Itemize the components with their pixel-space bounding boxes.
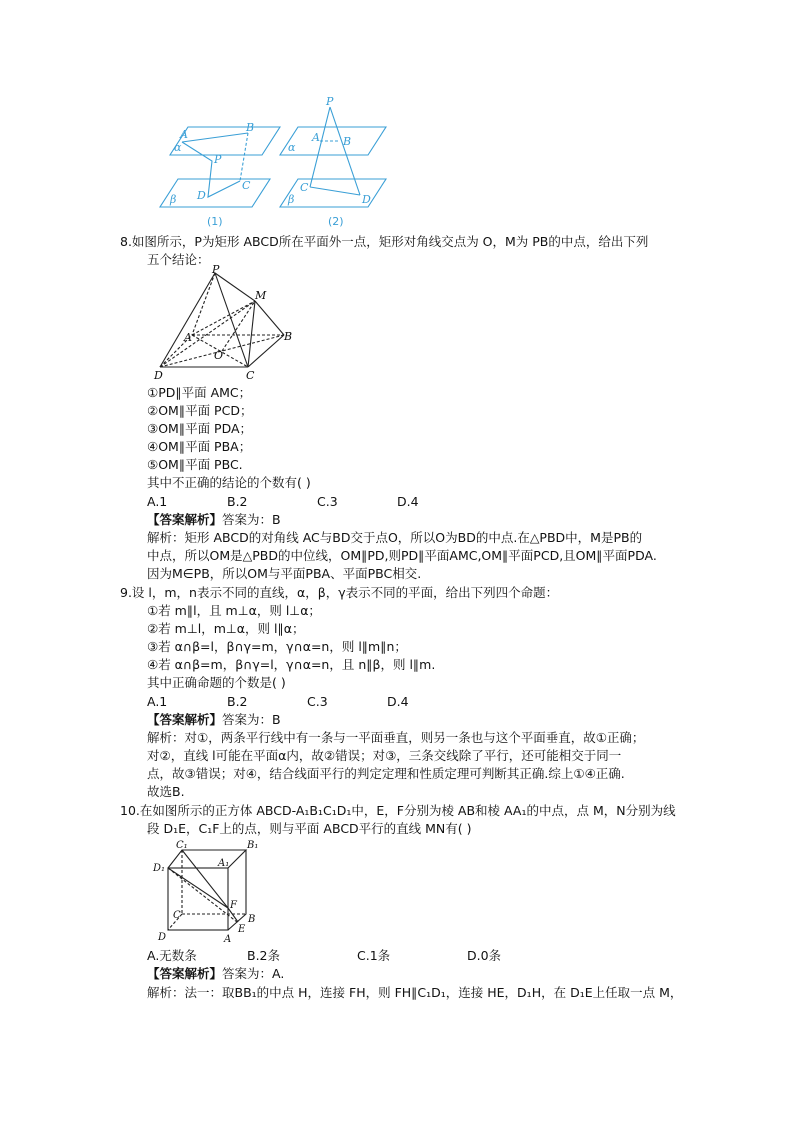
q8-explanation-line: 中点，所以OM是△PBD的中位线，OM∥PD,则PD∥平面AMC,OM∥平面PCD,且OM∥平面PDA.: [147, 548, 657, 563]
q10-option-b: B.2条: [247, 948, 281, 963]
label-d: D: [158, 932, 167, 943]
label-d-1: D: [197, 189, 206, 202]
segment-pd-2: [330, 107, 360, 195]
q9-option-b: B.2: [227, 694, 248, 709]
label-d-2: D: [362, 193, 371, 206]
q8-explanation-line: 因为M∈PB，所以OM与平面PBA、平面PBC相交.: [147, 566, 422, 581]
label-e: E: [238, 924, 246, 935]
q9-item: ②若 m⊥l，m⊥α，则 l∥α；: [147, 621, 305, 636]
q8-option-a: A.1: [147, 494, 168, 509]
q10-option-a: A.无数条: [147, 948, 197, 963]
label-alpha-1: α: [174, 141, 182, 154]
answer-text: 答案为：B: [222, 512, 281, 527]
label-b-1: B: [246, 121, 255, 134]
label-a-2: A: [312, 131, 320, 144]
label-b1: B₁: [247, 840, 259, 851]
q8-item: ①PD∥平面 AMC；: [147, 385, 252, 400]
top-figure: [150, 95, 400, 235]
label-o: O: [214, 349, 224, 362]
label-p-1: P: [214, 153, 222, 166]
label-b: B: [248, 914, 256, 925]
label-m: M: [255, 289, 267, 302]
q8-option-d: D.4: [397, 494, 419, 509]
q8-pyramid-figure: [150, 265, 300, 385]
q9-explanation-line: 故选B.: [147, 784, 185, 799]
q9-stem: 9.设 l，m，n表示不同的直线，α，β，γ表示不同的平面，给出下列四个命题：: [120, 585, 559, 600]
segment-ab-1: [182, 133, 248, 142]
q9-option-a: A.1: [147, 694, 168, 709]
q8-answer: [147, 511, 281, 529]
label-d: D: [154, 369, 163, 382]
q9-answer: [147, 711, 281, 729]
q8-stem-line2: 五个结论：: [147, 252, 210, 267]
q10-cube-figure: [150, 838, 270, 948]
label-a-1: A: [180, 128, 188, 141]
label-beta-2: β: [288, 193, 295, 206]
label-b-2: B: [343, 135, 352, 148]
q10-stem-line2: 段 D₁E，C₁F上的点，则与平面 ABCD平行的直线 MN有( ): [147, 821, 472, 836]
q9-explanation-line: 解析：对①，两条平行线中有一条与一平面垂直，则另一条也与这个平面垂直，故①正确；: [147, 730, 645, 745]
q8-item: ④OM∥平面 PBA；: [147, 439, 252, 454]
q8-item: ③OM∥平面 PDA；: [147, 421, 253, 436]
q9-explanation-line: 点，故③错误；对④，结合线面平行的判定定理和性质定理可判断其正确.综上①④正确.: [147, 766, 625, 781]
q9-explanation-line: 对②，直线 l可能在平面α内，故②错误；对③，三条交线除了平行，还可能相交于同一: [147, 748, 622, 763]
q8-stem-line1: 8.如图所示，P为矩形 ABCD所在平面外一点，矩形对角线交点为 O，M为 PB的中点，给出下列: [120, 234, 649, 249]
q9-item: ③若 α∩β=l，β∩γ=m，γ∩α=n，则 l∥m∥n；: [147, 639, 407, 654]
caption-1: (1): [207, 215, 223, 228]
label-a: A: [184, 331, 192, 344]
q9-question: 其中正确命题的个数是( ): [147, 675, 286, 690]
q10-answer: [147, 965, 284, 983]
label-a1: A₁: [218, 858, 230, 869]
q10-explanation-line: 解析：法一：取BB₁的中点 H，连接 FH，则 FH∥C₁D₁，连接 HE，D₁H，在 D₁E上任取一点 M，: [147, 985, 683, 1000]
label-c: C: [173, 910, 181, 921]
answer-text: 答案为：A.: [222, 966, 285, 981]
label-f: F: [230, 900, 237, 911]
label-p: P: [212, 265, 220, 276]
q9-item: ④若 α∩β=m，β∩γ=l，γ∩α=n，且 n∥β，则 l∥m.: [147, 657, 436, 672]
label-b: B: [284, 330, 293, 343]
q8-option-b: B.2: [227, 494, 248, 509]
q9-option-c: C.3: [307, 694, 328, 709]
q10-option-c: C.1条: [357, 948, 391, 963]
segment-bc-dashed-1: [240, 133, 248, 181]
q10-option-d: D.0条: [467, 948, 502, 963]
q8-explanation-line: 解析：矩形 ABCD的对角线 AC与BD交于点O，所以O为BD的中点.在△PBD中，M是PB的: [147, 530, 643, 545]
q8-question: 其中不正确的结论的个数有( ): [147, 475, 311, 490]
label-a: A: [224, 934, 232, 945]
q9-option-d: D.4: [387, 694, 409, 709]
q8-option-c: C.3: [317, 494, 338, 509]
answer-label: 【答案解析】: [147, 512, 223, 527]
q9-item: ①若 m∥l，且 m⊥α，则 l⊥α；: [147, 603, 321, 618]
answer-label: 【答案解析】: [147, 712, 223, 727]
answer-text: 答案为：B: [222, 712, 281, 727]
label-c-1: C: [242, 179, 251, 192]
label-alpha-2: α: [288, 141, 296, 154]
label-d1: D₁: [153, 863, 166, 874]
q8-item: ⑤OM∥平面 PBC.: [147, 457, 243, 472]
label-beta-1: β: [170, 193, 177, 206]
label-p-2: P: [326, 95, 334, 108]
answer-label: 【答案解析】: [147, 966, 223, 981]
q10-stem-line1: 10.在如图所示的正方体 ABCD-A₁B₁C₁D₁中，E，F分别为棱 AB和棱 AA₁的中点，点 M，N分别为线: [120, 803, 676, 818]
label-c-2: C: [300, 181, 309, 194]
label-c1: C₁: [176, 840, 188, 851]
segment-cd-2: [310, 187, 360, 195]
caption-2: (2): [328, 215, 344, 228]
label-c: C: [246, 369, 255, 382]
segment-apdc-1: [182, 142, 240, 197]
q8-item: ②OM∥平面 PCD；: [147, 403, 253, 418]
segment-pc-2: [310, 107, 330, 187]
